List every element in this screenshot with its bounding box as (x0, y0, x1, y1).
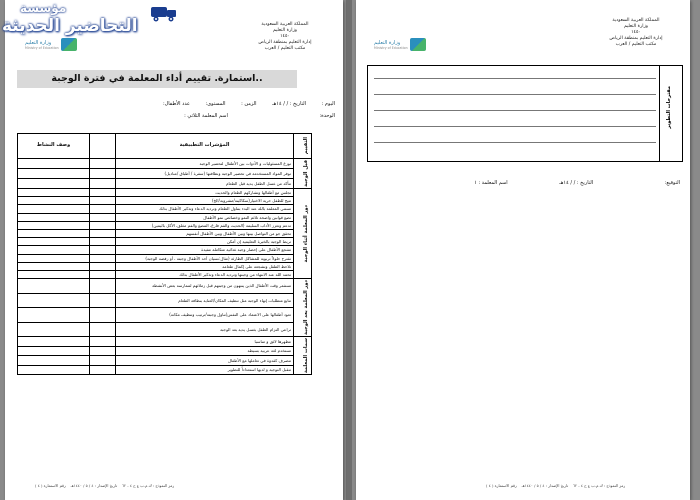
rating-cell[interactable] (90, 221, 116, 229)
activity-cell[interactable] (18, 238, 90, 246)
table-row (18, 365, 312, 375)
header-line: المملكة العربية السعودية (612, 18, 660, 23)
rating-cell[interactable] (90, 279, 116, 293)
col-activity: وصف النشاط (18, 134, 90, 159)
activity-cell[interactable] (18, 197, 90, 205)
rating-cell[interactable] (90, 308, 116, 322)
page-1-footer (35, 483, 174, 488)
signature-row (460, 180, 680, 186)
rating-cell[interactable] (90, 229, 116, 237)
stage-cell (294, 337, 312, 375)
logo-name: وزارة التعليم (25, 39, 52, 46)
table-row (18, 279, 312, 293)
indicator-cell: تتصرف كقدوة في تعاملها مع الأطفال (116, 356, 294, 366)
header-line: ١٤٥٠ (280, 34, 290, 39)
page-1-header (245, 22, 325, 52)
rating-cell[interactable] (90, 262, 116, 270)
rating-cell[interactable] (90, 205, 116, 213)
form-info-row-2 (170, 113, 335, 119)
activity-cell[interactable] (18, 188, 90, 196)
table-row (18, 308, 312, 322)
header-line: وزارة التعليم (623, 24, 649, 29)
rating-cell[interactable] (90, 356, 116, 366)
table-header-row (18, 134, 312, 159)
indicator-cell: تدعم وتعزز الأداب السليمة (الحديث والفم فارغ، المضغ والفم مغلق، الأكل باليمين) (116, 221, 294, 229)
page-2-footer (486, 483, 625, 488)
activity-cell[interactable] (18, 279, 90, 293)
indicator-cell: تستثمر وقت الأطفال الذين ينتهون من وجبتهم قبل زملائهم لممارسة بعض الأنشطة (116, 279, 294, 293)
activity-cell[interactable] (18, 308, 90, 322)
indicator-cell: تلاحظ الطفل وتشجعه على إكمال طعامه (116, 262, 294, 270)
col-stage-label: التقييم (302, 137, 309, 155)
rating-cell[interactable] (90, 337, 116, 347)
suggestions-label: مقترحات التطوير (666, 86, 672, 129)
footer-date: تاريخ الإصدار : ٤ / ٥ / ١٤٤٠هـ (521, 483, 569, 488)
indicator-cell: تستخدم لغة عربية بسيطة (116, 346, 294, 356)
indicator-cell: تسمي المعلمة بالله عند البدء بتناول الطعام وترديد الدعاء وتذكير الأطفال بذلك (116, 205, 294, 213)
logo-sub: Ministry of Education (25, 45, 59, 50)
table-row (18, 188, 312, 196)
table-row (18, 262, 312, 270)
header-line: وزارة التعليم (272, 28, 298, 33)
rating-cell[interactable] (90, 159, 116, 169)
rating-cell[interactable] (90, 254, 116, 262)
ministry-logo-icon (410, 38, 426, 51)
indicator-cell: تعود أطفالها على الاعتماد على النفس(تناول وجبته/ترتيب وتنظيف مكانه) (116, 308, 294, 322)
page-separator (346, 0, 352, 500)
indicator-cell: تتأكد من غسل الطفل يديه قبل الطعام (116, 178, 294, 188)
indicator-cell: تجلس مع أطفالها وتشاركهم الطعام والحديث (116, 188, 294, 196)
footer-code: رمز النموذج : ك.م.ب ع ح ٤ - ٦٢ (121, 483, 175, 488)
activity-cell[interactable] (18, 270, 90, 278)
activity-cell[interactable] (18, 159, 90, 169)
rating-cell[interactable] (90, 365, 116, 375)
table-row (18, 270, 312, 278)
date-field[interactable]: التاريخ : / / ١٤هـ (559, 180, 594, 186)
footer-date: تاريخ الإصدار : ٤ / ٥ / ١٤٤٠هـ (70, 483, 118, 488)
footer-code: رمز النموذج : ك.م.ب ع ح ٤ - ٦٢ (572, 483, 626, 488)
indicator-cell: تراعي التزام الطفل بغسل يديه بعد الوجبة (116, 322, 294, 337)
header-line: المملكة العربية السعودية (261, 22, 309, 27)
table-row (18, 168, 312, 178)
rating-cell[interactable] (90, 246, 116, 254)
indicator-cell: تتيح للطفل حرية الاختيار(سكاكينه/مشروبه/الخ) (116, 197, 294, 205)
col-indicators: المؤشرات التطبيقية (116, 134, 294, 159)
logo-name: وزارة التعليم (374, 39, 401, 46)
rating-cell[interactable] (90, 178, 116, 188)
teacher-name-field[interactable]: اسم المعلمة الثلاثي : (184, 113, 228, 119)
logo-sub: Ministry of Education (374, 45, 408, 50)
indicator-cell: توزع المسئوليات و الأدوات بين الأطفال لتحضير الوجبة (116, 159, 294, 169)
header-line: إدارة التعليم بمنطقة الرياض (609, 36, 663, 41)
unit-field[interactable]: الوحدة: (319, 113, 335, 119)
header-line: مكتب التعليم / العرب (264, 46, 306, 51)
table-row (18, 229, 312, 237)
table-row (18, 205, 312, 213)
stage-label: قبل الوجبة (302, 160, 309, 187)
activity-cell[interactable] (18, 168, 90, 178)
header-line: مكتب التعليم / العرب (615, 42, 657, 47)
page-1 (5, 0, 343, 500)
kids-count-field[interactable]: عدد الأطفال: (162, 101, 190, 107)
suggestions-side (659, 66, 682, 161)
watermark-banner (0, 0, 180, 44)
indicator-cell: تربط الوجبة بالخبرة التعليمية إن أمكن (116, 238, 294, 246)
watermark-line-1: مؤسسة (20, 1, 67, 15)
col-stage (294, 134, 312, 159)
table-row (18, 337, 312, 347)
rating-cell[interactable] (90, 168, 116, 178)
activity-cell[interactable] (18, 229, 90, 237)
teacher-name-field[interactable]: اسم المعلمة : ١ (474, 180, 508, 186)
stage-label: دور المعلمة بعد الوجبة (302, 280, 309, 336)
table-row (18, 322, 312, 337)
indicator-cell: تشجع الأطفال على إحضار وجبة غذائية متكاملة مفيدة (116, 246, 294, 254)
activity-cell[interactable] (18, 178, 90, 188)
table-row (18, 221, 312, 229)
footer-form-number: رقم الاستمارة ( ٤ ) (486, 483, 517, 488)
form-info-row-1 (149, 101, 335, 107)
stage-cell (294, 159, 312, 189)
table-row (18, 356, 312, 366)
rating-cell[interactable] (90, 346, 116, 356)
watermark-line-2: التحاضير الحديثة (2, 16, 138, 36)
indicator-cell: تضع قوانين واضحة تلائم النمو وخصائص نمو الأطفال (116, 213, 294, 221)
activity-cell[interactable] (18, 246, 90, 254)
level-field[interactable]: المستوى: (205, 101, 226, 107)
activity-cell[interactable] (18, 254, 90, 262)
stage-cell (294, 188, 312, 278)
indicator-cell: تتابع متطلبات إنهاء الوجبة مثل تنظيف المكان/العناية بنظافة الطعام (116, 293, 294, 307)
rating-cell[interactable] (90, 322, 116, 337)
rating-cell[interactable] (90, 270, 116, 278)
indicator-cell: مظهرها لائق و مناسبا (116, 337, 294, 347)
header-line: إدارة التعليم بمنطقة الرياض (258, 40, 312, 45)
table-row (18, 293, 312, 307)
ministry-logo (374, 38, 426, 51)
indicator-cell: تتقبل التوجيه و لديها استعداداً للتطوير (116, 365, 294, 375)
table-row (18, 159, 312, 169)
table-row (18, 238, 312, 246)
table-row (18, 197, 312, 205)
activity-cell[interactable] (18, 205, 90, 213)
activity-cell[interactable] (18, 346, 90, 356)
stage-label: دور المعلمة أثناء الوجبة (302, 204, 309, 263)
activity-cell[interactable] (18, 293, 90, 307)
activity-cell[interactable] (18, 365, 90, 375)
indicator-cell: توفر المواد المستخدمة في تحضير الوجبة ونظافتها (سفرة / أطباق /مناديل) (116, 168, 294, 178)
activity-cell[interactable] (18, 213, 90, 221)
suggestions-box (367, 65, 683, 162)
table-row (18, 254, 312, 262)
page-2-header (596, 18, 676, 48)
activity-cell[interactable] (18, 356, 90, 366)
stage-cell (294, 279, 312, 337)
time-field[interactable]: الزمن : (241, 101, 257, 107)
table-row (18, 213, 312, 221)
indicator-cell: تحقق جو من التواصل بينها وبين الأطفال وبين الأطفال أنفسهم (116, 229, 294, 237)
evaluation-table (17, 133, 312, 375)
table-row (18, 346, 312, 356)
day-field[interactable]: اليوم : (321, 101, 335, 107)
col-rating (90, 134, 116, 159)
indicator-cell: تحمد الله عند الانتهاء من وجبتها وترديد الدعاء وتذكير الأطفال بذلك (116, 270, 294, 278)
activity-cell[interactable] (18, 337, 90, 347)
date-field[interactable]: التاريخ : / / ١٤هـ (272, 101, 307, 107)
rating-cell[interactable] (90, 238, 116, 246)
activity-cell[interactable] (18, 262, 90, 270)
header-line: ١٤٥٠ (631, 30, 641, 35)
truck-icon (150, 4, 178, 22)
activity-cell[interactable] (18, 221, 90, 229)
stage-label: سمات المعلمة (302, 338, 309, 374)
signature-field[interactable]: التوقيع: (664, 180, 680, 186)
rating-cell[interactable] (90, 188, 116, 196)
rating-cell[interactable] (90, 293, 116, 307)
rating-cell[interactable] (90, 213, 116, 221)
activity-cell[interactable] (18, 322, 90, 337)
table-row (18, 178, 312, 188)
table-row (18, 246, 312, 254)
indicator-cell: تقترح حلولاً تربوية للمشاكل الطارئة (مثال:نسيان أحد الأطفال وجبته ، أو رفضه الوجبة) (116, 254, 294, 262)
form-title: استمارة. تقييم أداء المعلمة في فترة الوجبة.. (17, 70, 297, 88)
footer-form-number: رقم الاستمارة ( ٤ ) (35, 483, 66, 488)
rating-cell[interactable] (90, 197, 116, 205)
